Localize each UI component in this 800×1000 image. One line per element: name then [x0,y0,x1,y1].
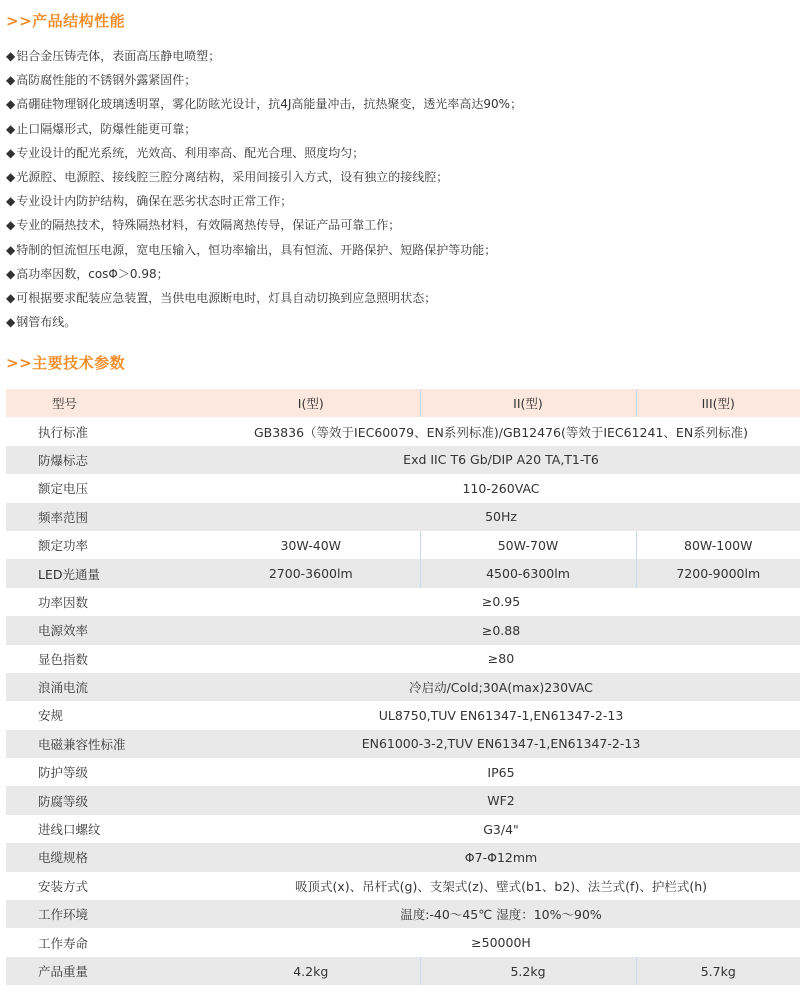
param-label: 功率因数 [38,594,89,610]
param-value: 吸顶式(x)、吊杆式(g)、支架式(z)、壁式(b1、b2)、法兰式(f)、护栏式(h) [294,878,707,894]
diamond-bullet-icon: ◆ [6,145,16,160]
table-row [6,843,800,871]
feature-text: 专业的隔热技术，特殊隔热材料，有效隔离热传导，保证产品可靠工作； [16,218,401,233]
table-row [6,417,800,445]
table-row [6,758,800,786]
feature-text: 特制的恒流恒压电源，宽电压输入，恒功率输出，具有恒流、开路保护、短路保护等功能； [16,242,497,257]
table-row [6,616,800,644]
feature-text: 钢管布线。 [16,315,77,330]
param-label: 工作寿命 [38,935,89,951]
feature-item [6,68,796,92]
param-value: EN61000-3-2,TUV EN61347-1,EN61347-2-13 [361,736,641,752]
feature-item [6,213,796,237]
feature-item [6,92,796,116]
param-label: LED光通量 [38,566,100,582]
diamond-bullet-icon: ◆ [6,194,16,209]
param-value: GB3836（等效于IEC60079、EN系列标准)/GB12476(等效于IEC61241、EN系列标准) [253,424,749,440]
table-row [6,474,800,502]
param-label: 频率范围 [38,509,89,525]
param-value: 30W-40W [280,537,342,553]
table-row [6,928,800,956]
param-label: 安装方式 [38,878,89,894]
table-row [6,701,800,729]
table-row [6,872,800,900]
param-value: ≥50000H [471,935,531,951]
param-label: 电缆规格 [38,850,89,866]
feature-text: 高功率因数，cosΦ＞0.98； [16,266,169,281]
feature-item [6,189,796,213]
diamond-bullet-icon: ◆ [6,121,16,136]
param-label: 防护等级 [38,765,89,781]
param-value: 4.2kg [293,963,329,979]
param-value: 50W-70W [420,531,636,559]
diamond-bullet-icon: ◆ [6,49,16,63]
header-model-label: 型号 [52,396,78,412]
feature-text: 专业设计的配光系统，光效高、利用率高、配光合理、照度均匀； [16,145,365,160]
param-value: 7200-9000lm [636,559,800,587]
param-value: 冷启动/Cold;30A(max)230VAC [409,680,593,696]
table-row [6,730,800,758]
param-label: 电源效率 [38,623,89,639]
header-model-type: I(型) [297,396,324,412]
param-value: 5.7kg [636,957,800,985]
table-row [6,786,800,814]
table-row [6,900,800,928]
param-label: 额定功率 [38,538,89,554]
param-value: Exd IIC T6 Gb/DIP A20 TA,T1-T6 [403,452,599,468]
param-label: 进线口螺纹 [38,822,101,838]
features-section-title: >>产品结构性能 [6,12,126,30]
diamond-bullet-icon: ◆ [6,266,16,281]
diamond-bullet-icon: ◆ [6,218,16,233]
param-value: Φ7-Φ12mm [464,849,538,865]
feature-item [6,44,796,68]
param-label: 工作环境 [38,907,89,923]
feature-item [6,238,796,262]
feature-text: 止口隔爆形式，防爆性能更可靠； [16,121,197,136]
param-value: 50Hz [485,509,517,525]
table-row [6,531,800,559]
feature-item [6,286,796,310]
param-label: 防爆标志 [38,452,89,468]
param-value: 4500-6300lm [420,559,636,587]
param-value: 2700-3600lm [268,566,353,582]
feature-text: 可根据要求配装应急装置，当供电电源断电时，灯具自动切换到应急照明状态； [16,290,437,305]
feature-text: 高防腐性能的不锈钢外露紧固件； [16,73,197,88]
param-value: UL8750,TUV EN61347-1,EN61347-2-13 [378,707,624,723]
feature-item [6,165,796,189]
param-label: 显色指数 [38,651,89,667]
param-label: 电磁兼容性标准 [38,736,126,752]
table-row [6,815,800,843]
table-row [6,645,800,673]
feature-item [6,310,796,334]
feature-item [6,262,796,286]
table-row [6,673,800,701]
param-label: 浪涌电流 [38,680,89,696]
table-row [6,446,800,474]
feature-text: 光源腔、电源腔、接线腔三腔分离结构，采用间接引入方式，设有独立的接线腔； [16,169,449,184]
param-label: 安规 [38,708,64,724]
header-model-type: II(型) [420,389,636,417]
param-value: WF2 [487,793,515,809]
feature-text: 高硼硅物理钢化玻璃透明罩，雾化防眩光设计，抗4J高能量冲击，抗热聚变，透光率高达90%； [16,97,523,112]
diamond-bullet-icon: ◆ [6,290,16,305]
diamond-bullet-icon: ◆ [6,169,16,184]
table-row [6,957,800,985]
param-value: 80W-100W [636,531,800,559]
param-value: ≥0.88 [481,622,521,638]
param-value: IP65 [487,764,515,780]
diamond-bullet-icon: ◆ [6,242,16,257]
table-row [6,503,800,531]
param-label: 防腐等级 [38,793,89,809]
params-section-title: >>主要技术参数 [6,354,126,372]
table-row [6,588,800,616]
diamond-bullet-icon: ◆ [6,73,16,88]
feature-text: 专业设计内防护结构，确保在恶劣状态时正常工作； [16,194,293,209]
diamond-bullet-icon: ◆ [6,315,16,330]
param-label: 执行标准 [38,424,89,440]
technical-parameters-table [6,389,800,985]
param-label: 产品重量 [38,964,89,979]
param-value: G3/4" [483,821,519,837]
param-value: ≥80 [487,651,515,667]
table-row [6,559,800,587]
param-value: 110-260VAC [462,480,540,496]
features-list [6,44,796,334]
feature-text: 铝合金压铸壳体，表面高压静电喷塑； [16,49,221,63]
param-value: 5.2kg [420,957,636,985]
header-model-type: III(型) [636,389,800,417]
param-label: 额定电压 [38,481,89,497]
param-value: 温度:-40～45℃ 湿度：10%～90% [400,907,602,923]
table-header-row [6,389,800,417]
param-value: ≥0.95 [481,594,521,610]
diamond-bullet-icon: ◆ [6,97,16,112]
feature-item [6,141,796,165]
feature-item [6,117,796,141]
